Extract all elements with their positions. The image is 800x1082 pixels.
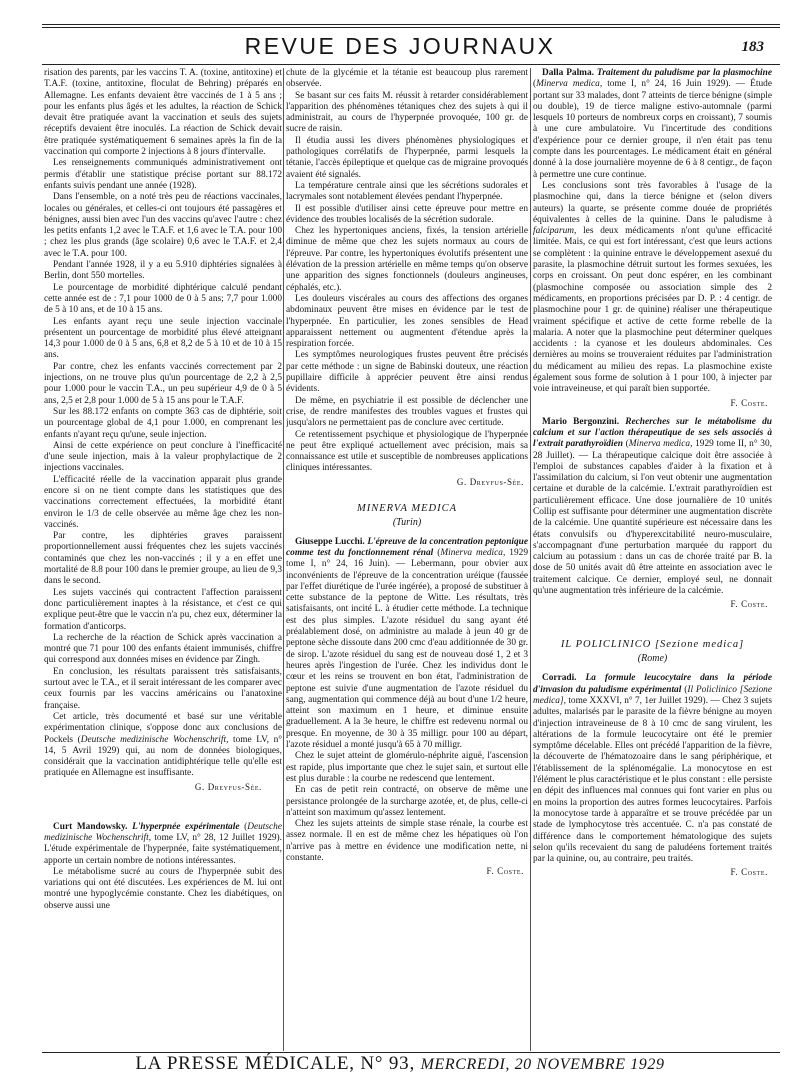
- text-run: (: [533, 79, 537, 90]
- article-author: Curt Mandowsky.: [53, 821, 128, 832]
- paragraph: La température centrale ainsi que les sécrétions sudorales et lacrymales sont notablement élevées pendant l'hyperpnée.: [286, 180, 528, 203]
- article-abstract: [533, 68, 772, 181]
- column-divider-left: [283, 68, 284, 1051]
- paragraph: Les douleurs viscérales au cours des affections des organes abdominaux peuvent être mises en évidence par le test de l'hyperpnée. En particulier, les zones sensibles de Head apparaissent nettement ou augmentent d'étendue après la respiration forcée.: [286, 293, 528, 350]
- section-city: (Rome): [637, 653, 668, 665]
- paragraph: Sur les 88.172 enfants on compte 363 cas de diphtérie, soit un pourcentage global de 4,1 pour 1.000, en comprenant les enfants n'ayant reçu qu'une, seule injection.: [44, 406, 282, 440]
- paragraph: En cas de petit rein contracté, on observe de même une persistance prolongée de la surcharge azotée, et, de plus, celle-ci n'atteint son maximum qu'assez lentement.: [286, 785, 528, 818]
- paragraph: De même, en psychiatrie il est possible de déclencher une crise, de rendre manifestes des troubles vagues et frustes qui jusqu'alors ne permettaient pas de conclure avec certitude.: [286, 395, 528, 429]
- article-author: Corradi.: [542, 673, 577, 684]
- signature: G. Dreyfus-Sée.: [456, 476, 524, 487]
- journal-name: Deutsche medizinische Wochenschrift: [44, 821, 282, 843]
- paragraph: Le métabolisme sucré au cours de l'hyperpnée subit des variations qui ont été discutées. Les expériences de M. lui ont montré une hypoglycémie constante. Chez les diabétiques, on observe aussi une: [44, 866, 282, 911]
- page-title: REVUE DES JOURNAUX: [244, 33, 556, 59]
- text-run: Les conclusions sont très favorables à l'usage de la plasmochine qui, dans la tierce bénigne et (selon divers auteurs) la quarte, se présente comme douée de propriétés équivalentes à celles de la quinine. Dans le paludisme à: [533, 180, 772, 225]
- section-city: (Turin): [392, 516, 422, 528]
- paragraph: Chez le sujet atteint de glomérulo-néphrite aiguë, l'ascension est rapide, plus importante que chez le sujet sain, et surtout elle est plus durable : la courbe ne redescend que lentement.: [286, 751, 528, 784]
- paragraph: Il est possible d'utiliser ainsi cette épreuve pour mettre en évidence des troubles localisés de la sécrétion sudorale.: [286, 203, 528, 225]
- paragraph: Les enfants ayant reçu une seule injection vaccinale présentent un pourcentage de morbidité plus élevé atteignant 14,3 pour 1.000 de 0 à 5 ans, 6,8 et 8,2 de 5 à 10 et de 10 à 15 ans.: [44, 316, 282, 361]
- column-middle: [286, 68, 528, 1051]
- article-title: Recherches sur le métabolisme du calcium et sur l'action thérapeutique de ses sels associés à l'extrait parathyroïdien: [533, 416, 772, 450]
- text-run: (: [239, 821, 248, 832]
- header-rule-top: [42, 24, 780, 25]
- section-title-sub: [Sezione medica]: [654, 639, 745, 651]
- journal-name: Minerva medica: [440, 547, 503, 558]
- text-run: , 1929 tome II, n° 30, 28 Juillet). — La thérapeutique calcique doit être associée à l'emploi de substances capables d'aider à la fixation et à l'assimilation du calcium, si l'on veut obtenir une augmentation certaine et durable de la calcémie. L'extrait parathyroïdien est particulièrement efficace. Une dose journalière de 10 unités Collip est suffisante pour déterminer une augmentation discrète de la calcémie. Une quantité supérieure est nécessaire dans les états convulsifs ou d'hyperexcitabilité neuro-musculaire, s'accompagnant d'une perturbation marquée du rapport du calcium au potassium : dans un cas de chorée traité par B. la dose de 50 unités avait dû être atteinte en association avec le traitement calcique. Ce dernier, employé seul, ne donnait qu'une augmentation très inférieure de la calcémie.: [533, 439, 772, 597]
- text-run: (: [622, 439, 629, 450]
- article-title: L'épreuve de la concentration peptonique comme test du fonctionnement rénal: [286, 536, 528, 558]
- paragraph: Les sujets vaccinés qui contractent l'affection paraissent donc particulièrement inaptes à la résistance, et c'est ce qui explique peut-être que le vaccin n'a pu, chez eux, déterminer la formation d'anticorps.: [44, 587, 282, 632]
- paragraph: Les symptômes neurologiques frustes peuvent être précisés par cette méthode : un signe de Babinski douteux, une réaction pupillaire difficile à apprécier peuvent être ainsi rendus évidents.: [286, 350, 528, 395]
- column-right: [533, 68, 772, 1051]
- journal-name: Minerva medica: [628, 439, 691, 450]
- paragraph: Se basant sur ces faits M. réussit à retarder considérablement l'apparition des phénomènes tétaniques chez des sujets à qui il administrait, au cours de l'hyperpnée provoquée, 100 gr. de sucre de raisin.: [286, 90, 528, 135]
- column-left: [44, 68, 282, 1051]
- paragraph: [533, 181, 772, 396]
- paragraph: Les renseignements communiqués administrativement ont permis d'établir une statistique précise portant sur 88.172 enfants suivis pendant une année (1928).: [44, 158, 282, 191]
- article-abstract: [533, 417, 772, 598]
- section-title-main: IL POLICLINICO: [560, 639, 652, 651]
- paragraph: Chez les hypertoniques anciens, fixés, la tension artérielle diminue de même que chez les sujets normaux au cours de l'épreuve. Par contre, les hypertoniques évolutifs présentent une élévation de la pression artérielle en même temps qu'on observe une apparition des signes fonctionnels (douleurs angineuses, céphalés, etc.).: [286, 226, 528, 293]
- paragraph: Par contre, les diphtéries graves paraissent proportionnellement aussi fréquentes chez les sujets vaccinés contaminés que chez les non-vaccinés ; il y a en effet une mortalité de 8.8 pour 100 dans le premier groupe, au lieu de 9,3 dans le second.: [44, 531, 282, 587]
- paragraph: Dans l'ensemble, on a noté très peu de réactions vaccinales, locales ou générales, et celles-ci ont toujours été passagères et bénignes, aussi bien avec l'un des vaccins qu'avec l'autre : chez les petits enfants 1,2 avec le T.A.F. et 1,6 avec le T.A. pour 100 ; chez les plus grands (âge scolaire) 0,6 avec le T.A.F. et 2,4 avec le T.A. pour 100.: [44, 192, 282, 259]
- paragraph: Pendant l'année 1928, il y a eu 5.910 diphtéries signalées à Berlin, dont 550 mortelles.: [44, 260, 282, 282]
- section-title: MINERVA MEDICA: [356, 502, 458, 514]
- paragraph: Ainsi de cette expérience on peut conclure à l'inefficacité d'une seule injection, mais à la valeur prophylactique de 2 injections vaccinales.: [44, 440, 282, 474]
- page-number: 183: [741, 39, 764, 55]
- text-run: , les deux médicaments n'ont qu'une efficacité limitée. Mais, ce qui est fort intéressant, c'est que leurs actions se complètent : la quinine entrave le développement asexué du parasite, la plasmochine détruit surtout les formes sexuées, les corps en croissant. On peut donc espérer, en les combinant (plasmochine composée ou association simple des 2 médicaments, en proportions précisées par D. P. : 4 centigr. de plasmochine pour 1 gr. de quinine) réaliser une thérapeutique vraiment spécifique et active de cette forme rebelle de la malaria. A noter que la plasmochine peut déterminer quelques accidents : la cyanose et les douleurs abdominales. Ces dernières au moins se trouveraient réduites par l'administration du médicament au milieu des repas. La plasmochine existe également sous forme de solution à 1 pour 100, à injecter par voie intraveineuse, et qui paraît bien supportée.: [533, 226, 772, 395]
- article-abstract: [533, 673, 772, 865]
- species-name: falciparum: [533, 226, 575, 237]
- footer-journal: LA PRESSE MÉDICALE, N° 93,: [135, 1053, 416, 1074]
- journal-name: Il Policlinico [Sezione medica]: [533, 684, 772, 706]
- footer-date: MERCREDI, 20 NOVEMBRE 1929: [420, 1056, 665, 1073]
- article-author: Dalla Palma.: [542, 68, 594, 78]
- text-run: , tome I, n° 24, 16 Juin 1929). — Étude portant sur 33 malades, dont 7 atteints de tierce bénigne (simple ou double), 19 de tierce maligne estivo-automnale (parmi lesquels 10 porteurs de nombreux corps en croissant), 7 soumis à une cure ambulatoire. Vu l'incertitude des conditions d'expérience pour ce dernier groupe, il n'en était pas tenu compte dans les pourcentages. Le médicament était en général donné à la dose journalière moyenne de 6 à 8 centigr., de façon à permettre une cure continue.: [533, 79, 772, 180]
- paragraph: [44, 712, 282, 780]
- article-author: Mario Bergonzini.: [542, 416, 620, 427]
- signature: F. Coste.: [730, 599, 768, 610]
- paragraph: En conclusion, les résultats paraissent très satisfaisants, surtout avec le T.A., et il serait intéressant de les comparer avec ceux fournis par les vaccins américains ou l'anatoxine française.: [44, 666, 282, 711]
- article-author: Giuseppe Lucchi.: [295, 536, 365, 547]
- article-title: Traitement du paludisme par la plasmochine: [596, 68, 772, 78]
- column-divider-right: [530, 68, 531, 1051]
- section-title: [533, 639, 772, 650]
- paragraph: Ce retentissement psychique et physiologique de l'hyperpnée ne peut être expliqué actuellement avec précision, mais sa connaissance est utile et susceptible de nombreuses applications cliniques intéressantes.: [286, 429, 528, 474]
- text-run: , 1929 tome I, n° 24, 16 Juin). — Lebermann, pour obvier aux inconvénients de l'épreuve de la concentration uréique (faussée par l'effet diurétique de l'urée ingérée), a proposé de substituer à cette substance de la peptone de Witte. Les résultats, très satisfaisants, ont incité L. à étudier cette méthode. La technique est des plus simples. L'azote résiduel du sang ayant été préalablement dosé, on administre au malade à jeun 40 gr de peptone sèche dissoute dans 200 cmc d'eau additionnée de 30 gr. de sirop. L'azote résiduel du sang est de nouveau dosé 1, 2 et 3 heures après l'ingestion de l'urée. Chez les individus dont le cœur et les reins se trouvent en bon état, l'administration de peptone est suivie d'une augmentation de l'azote résiduel du sang, augmentation qui commence déjà au bout d'une 1/2 heure, atteint son maximum en 1 heure, et diminue ensuite graduellement. A la 3e heure, le chiffre est redevenu normal ou presque. En moyenne, de 30 à 35 milligr. pour 100 au départ, l'azote résiduel a monté jusqu'à 65 à 70 milligr.: [286, 547, 528, 751]
- article-abstract: [44, 822, 282, 867]
- paragraph: Chez les sujets atteints de simple stase rénale, la courbe est assez normale. Il en est de même chez les hépatiques où l'on n'arrive pas à mettre en évidence une modification nette, ni constante.: [286, 819, 528, 863]
- article-title: L'hyperpnée expérimentale: [132, 821, 240, 832]
- text-run: , tome LV, n° 14, 5 Avril 1929) qui, au nom de données biologiques, considérait que la vaccination antidiphtérique telle qu'elle est pratiquée en Allemagne est insuffisante.: [44, 734, 282, 779]
- journal-name: Minerva medica: [536, 79, 600, 90]
- paragraph: Par contre, chez les enfants vaccinés correctement par 2 injections, on ne trouve plus qu'un pourcentage de 2,2 à 2,5 pour 1.000 pour le vaccin T.A., un peu supérieur 4,9 de 0 à 5 ans, 2,5 et 2,8 pour 1.000 de 5 à 15 ans pour le T.A.F.: [44, 361, 282, 406]
- paragraph: Le pourcentage de morbidité diphtérique calculé pendant cette année est de : 7,1 pour 1000 de 0 à 5 ans; 7,7 pour 1.000 de 5 à 10 ans, et de 10 à 15 ans.: [44, 282, 282, 316]
- signature: F. Coste.: [730, 397, 768, 408]
- article-title: La formule leucocytaire dans la période d'invasion du paludisme expérimental: [533, 673, 772, 695]
- text-run: (: [681, 684, 688, 695]
- header-rule-bottom: [42, 64, 780, 65]
- journal-name: Deutsche medizinische Wochenschrift: [80, 734, 227, 745]
- text-run: Cet article, très documenté et basé sur une véritable expérimentation clinique, s'oppose donc aux conclusions de Pockels (: [44, 711, 282, 745]
- text-run: , tome XXXVI, n° 7, 1er Juillet 1929). — Chez 3 sujets adultes, malarisés par le parasite de la fièvre bénigne au moyen d'injection intraveineuse de 8 à 10 cmc de sang virulent, les altérations de la formule leucocytaire ont été le premier symptôme décelable. Elles ont précédé l'apparition de la fièvre, la découverte de l'hématozoaire dans le sang périphérique, et l'établissement de la splénomégalie. La monocytose en est l'élément le plus caractéristique et le plus constant : elle persiste en dépit des influences mal connues qui font varier en plus ou en moins la proportion des autres formes leucocytaires. Parfois la monocytose tarde à apparaître et se trouve précédée par un stade de lymphocytose très accentuée. C. n'a pas constaté de différence dans le comportement hématologique des sujets selon qu'ils recevaient du sang de paludéens fortement traités par la quinine, ou, au contraire, peu traités.: [533, 695, 772, 865]
- signature: G. Dreyfus-Sée.: [194, 781, 262, 792]
- header-rule-top-inner: [42, 27, 780, 28]
- paragraph: chute de la glycémie et la tétanie est beaucoup plus rarement observée.: [286, 68, 528, 90]
- paragraph: Il étudia aussi les divers phénomènes physiologiques et pathologiques corrélatifs de l'hyperpnée, parmi lesquels la tétanie, l'accès épileptique et quelque cas de migraine provoqués avaient été signalés.: [286, 135, 528, 180]
- text-run: (: [433, 547, 441, 558]
- article-abstract: [286, 537, 528, 752]
- paragraph: La recherche de la réaction de Schick après vaccination a montré que 71 pour 100 des enfants étaient immunisés, chiffre qui correspond aux données mises en évidence par Zingh.: [44, 632, 282, 666]
- paragraph: risation des parents, par les vaccins T. A. (toxine, antitoxine) et T.A.F. (toxine, antitoxine, floculat de Behring) préparés en Allemagne. Les enfants devaient être vaccinés de 1 à 5 ans ; pour les enfants plus âgés et les adultes, la réaction de Schick devait être pratiquée avant la vaccination et seuls des sujets réceptifs devaient être inoculés. La réaction de Schick devait être pratiquée systématiquement 6 semaines après la fin de la vaccination qui comporte 2 injections à 8 jours d'intervalle.: [44, 68, 282, 158]
- signature: F. Coste.: [730, 867, 768, 878]
- text-run: , tome LV, n° 28, 12 Juillet 1929). L'étude expérimentale de l'hyperpnée, faite systématiquement, apporte un certain nombre de notions intéressantes.: [44, 833, 282, 866]
- paragraph: L'efficacité réelle de la vaccination apparait plus grande encore si on ne tient compte dans les statistiques que des vaccinations correctement effectuées, la morbidité étant environ le 1/3 de celle observée au même âge chez les non-vaccinés.: [44, 474, 282, 530]
- page-footer: [0, 1053, 800, 1075]
- signature: F. Coste.: [486, 866, 524, 877]
